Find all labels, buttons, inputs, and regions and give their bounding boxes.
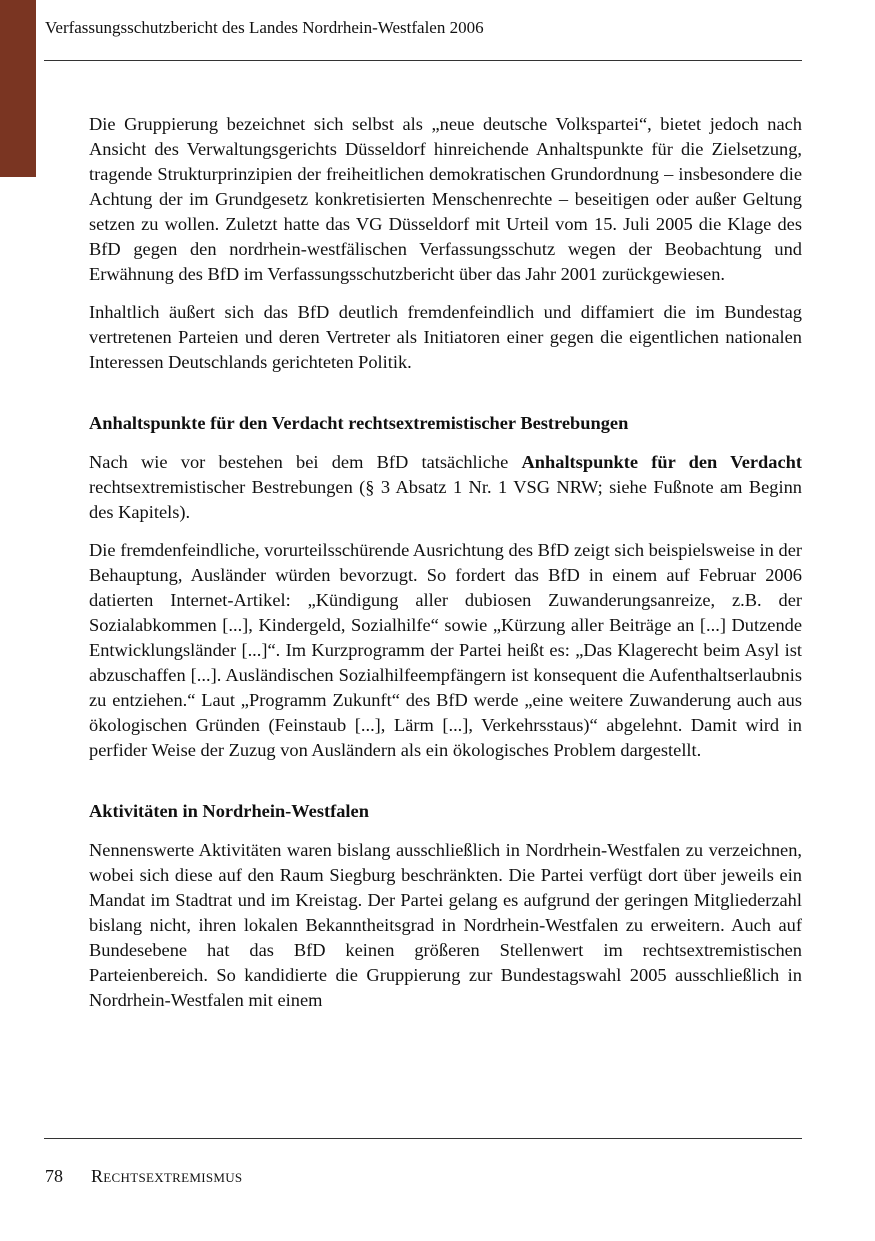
running-header: Verfassungsschutzbericht des Landes Nordrhein-Westfalen 2006 xyxy=(45,18,484,37)
heading-aktivitaeten: Aktivitäten in Nordrhein-Westfalen xyxy=(89,801,369,821)
page-body xyxy=(89,112,802,1026)
paragraph-fremdenfeindlich: Die fremdenfeindliche, vorurteilsschürende Ausrichtung des BfD zeigt sich beispielsweise in der Behauptung, Ausländer würden bevorzugt. So fordert das BfD in einem auf Februar 2006 datierten Internet-Artikel: „Kündigung aller dubiosen Zuwanderungsanreize, z.B. der Sozialabkommen [...], Kindergeld, Sozialhilfe“ sowie „Kürzung aller Beiträge an [...] Dutzende Entwicklungsländer [...]“. Im Kurzprogramm der Partei heißt es: „Das Klagerecht beim Asyl ist abzuschaffen [...]. Ausländischen Sozialhilfeempfängern ist konsequent die Aufenthaltserlaubnis zu entziehen.“ Laut „Programm Zukunft“ des BfD werde „eine weitere Zuwanderung auch aus ökologischen Gründen (Feinstaub [...], Lärm [...], Verkehrsstaus)“ abgelehnt. Damit wird in perfider Weise der Zuzug von Ausländern als ein ökologisches Problem dargestellt. xyxy=(89,540,802,760)
page-footer xyxy=(45,1164,242,1188)
heading-anhaltspunkte: Anhaltspunkte für den Verdacht rechtsextremistischer Bestrebungen xyxy=(89,413,629,433)
paragraph-inhaltlich: Inhaltlich äußert sich das BfD deutlich fremdenfeindlich und diffamiert die im Bundestag vertretenen Parteien und deren Vertreter als Initiatoren einer gegen die eigentlichen nationalen Interessen Deutschlands gerichteten Politik. xyxy=(89,302,802,372)
paragraph-anhaltspunkte-start: Nach wie vor bestehen bei dem BfD tatsächliche xyxy=(89,452,522,472)
chapter-color-tab xyxy=(0,0,36,177)
paragraph-anhaltspunkte-bold: Anhaltspunkte für den Verdacht xyxy=(521,452,802,472)
paragraph-gruppierung: Die Gruppierung bezeichnet sich selbst als „neue deutsche Volkspartei“, bietet jedoch nach Ansicht des Verwaltungsgerichts Düsseldorf hinreichende Anhaltspunkte für die Zielsetzung, tragende Strukturprinzipien der freiheitlichen demokratischen Grundordnung – insbesondere die Achtung der im Grundgesetz konkretisierten Menschenrechte – beseitigen oder außer Geltung setzen zu wollen. Zuletzt hatte das VG Düsseldorf mit Urteil vom 15. Juli 2005 die Klage des BfD gegen den nordrhein-westfälischen Verfassungsschutz wegen der Beobachtung und Erwähnung des BfD im Verfassungsschutzbericht über das Jahr 2001 zurückgewiesen. xyxy=(89,114,802,284)
paragraph-anhaltspunkte xyxy=(89,450,802,525)
paragraph-anhaltspunkte-end: rechtsextremistischer Bestrebungen (§ 3 Absatz 1 Nr. 1 VSG NRW; siehe Fußnote am Beginn des Kapitels). xyxy=(89,477,802,522)
header-divider xyxy=(44,60,802,61)
footer-divider xyxy=(44,1138,802,1139)
paragraph-aktivitaeten: Nennenswerte Aktivitäten waren bislang ausschließlich in Nordrhein-Westfalen zu verzeichnen, wobei sich diese auf den Raum Siegburg beschränkten. Die Partei verfügt dort über jeweils ein Mandat im Stadtrat und im Kreistag. Der Partei gelang es aufgrund der geringen Mitgliederzahl bislang nicht, ihren lokalen Bekanntheitsgrad in Nordrhein-Westfalen zu erweitern. Auch auf Bundesebene hat das BfD keinen größeren Stellenwert im rechtsextremistischen Parteienbereich. So kandidierte die Gruppierung zur Bundestagswahl 2005 ausschließlich in Nordrhein-Westfalen mit einem xyxy=(89,840,802,1010)
page-number: 78 xyxy=(45,1166,63,1186)
footer-section-name: Rechtsextremismus xyxy=(91,1166,243,1186)
